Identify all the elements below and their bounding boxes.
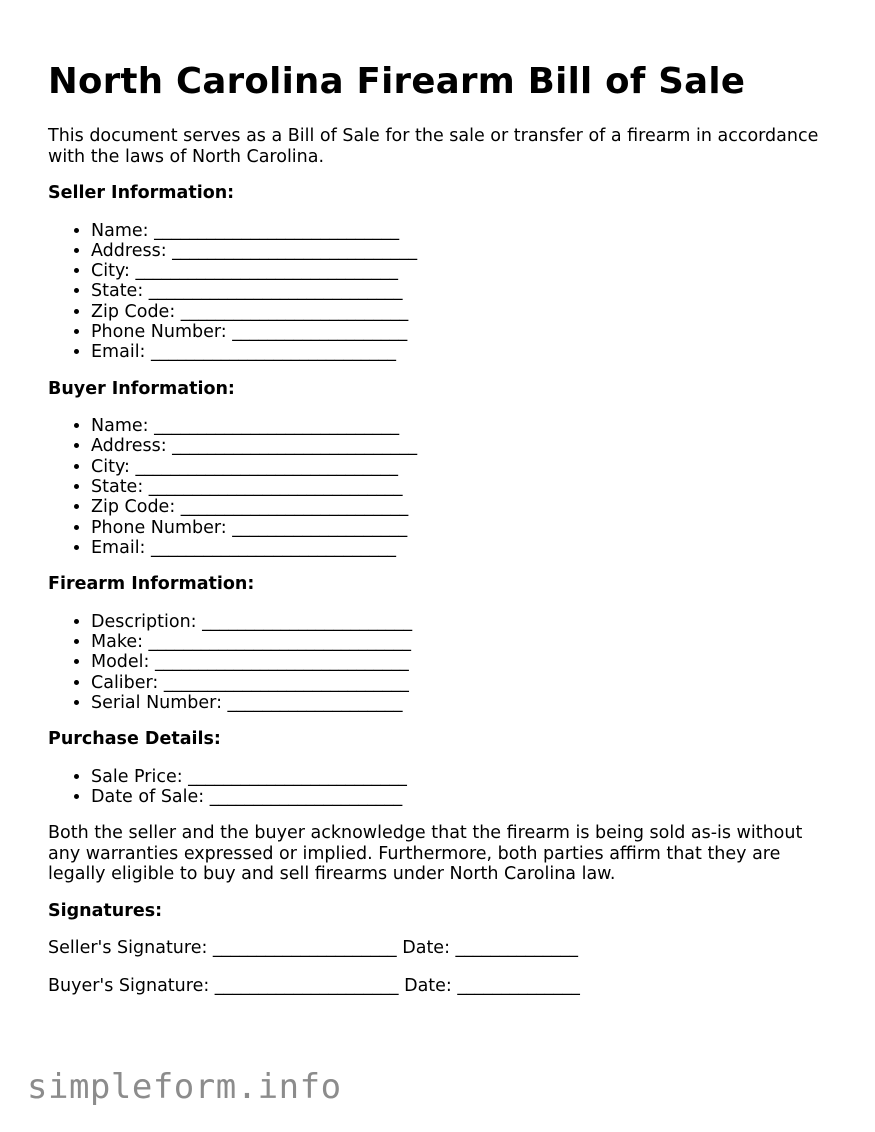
seller-heading: Seller Information:: [48, 183, 235, 203]
signatures-heading: Signatures:: [48, 900, 163, 921]
firearm-description-field: • Description: ________________________: [91, 612, 838, 632]
seller-state-field: • State: _____________________________: [91, 281, 838, 301]
buyer-phone-field: • Phone Number: ____________________: [91, 518, 838, 538]
buyer-email-field: • Email: ____________________________: [91, 538, 838, 558]
sale-price-field: • Sale Price: _________________________: [91, 767, 838, 787]
watermark: simpleform.info: [27, 1067, 342, 1107]
seller-list: [48, 221, 838, 363]
firearm-caliber-field: • Caliber: ____________________________: [91, 673, 838, 693]
purchase-heading: Purchase Details:: [48, 729, 221, 750]
intro-paragraph: This document serves as a Bill of Sale for the sale or transfer of a firearm in accordance with the laws of North Carolina.: [48, 126, 819, 167]
acknowledgment-paragraph: Both the seller and the buyer acknowledge that the firearm is being sold as-is without any warranties expressed or implied. Furthermore, both parties affirm that they are legally eligible to buy and sell firearms under North Carolina law.: [48, 823, 803, 885]
firearm-heading: Firearm Information:: [48, 574, 255, 595]
seller-phone-field: • Phone Number: ____________________: [91, 322, 838, 342]
seller-email-field: • Email: ____________________________: [91, 342, 838, 362]
buyer-address-field: • Address: ____________________________: [91, 436, 838, 456]
purchase-list: [48, 767, 838, 808]
buyer-name-field: • Name: ____________________________: [91, 416, 838, 436]
seller-name-field: • Name: ____________________________: [91, 221, 838, 241]
buyer-city-field: • City: ______________________________: [91, 457, 838, 477]
buyer-heading: Buyer Information:: [48, 378, 235, 399]
buyer-list: [48, 416, 838, 558]
firearm-make-field: • Make: ______________________________: [91, 632, 838, 652]
document: [48, 58, 838, 996]
document-title: North Carolina Firearm Bill of Sale: [48, 61, 746, 102]
date-of-sale-field: • Date of Sale: ______________________: [91, 787, 838, 807]
firearm-model-field: • Model: _____________________________: [91, 652, 838, 672]
buyer-state-field: • State: _____________________________: [91, 477, 838, 497]
seller-signature-line: Seller's Signature: _____________________ Date: ______________: [48, 938, 579, 959]
firearm-serial-field: • Serial Number: ____________________: [91, 693, 838, 713]
buyer-signature-line: Buyer's Signature: _____________________ Date: ______________: [48, 975, 580, 996]
seller-zip-field: • Zip Code: __________________________: [91, 302, 838, 322]
seller-address-field: • Address: ____________________________: [91, 241, 838, 261]
firearm-list: [48, 612, 838, 713]
buyer-zip-field: • Zip Code: __________________________: [91, 497, 838, 517]
seller-city-field: • City: ______________________________: [91, 261, 838, 281]
